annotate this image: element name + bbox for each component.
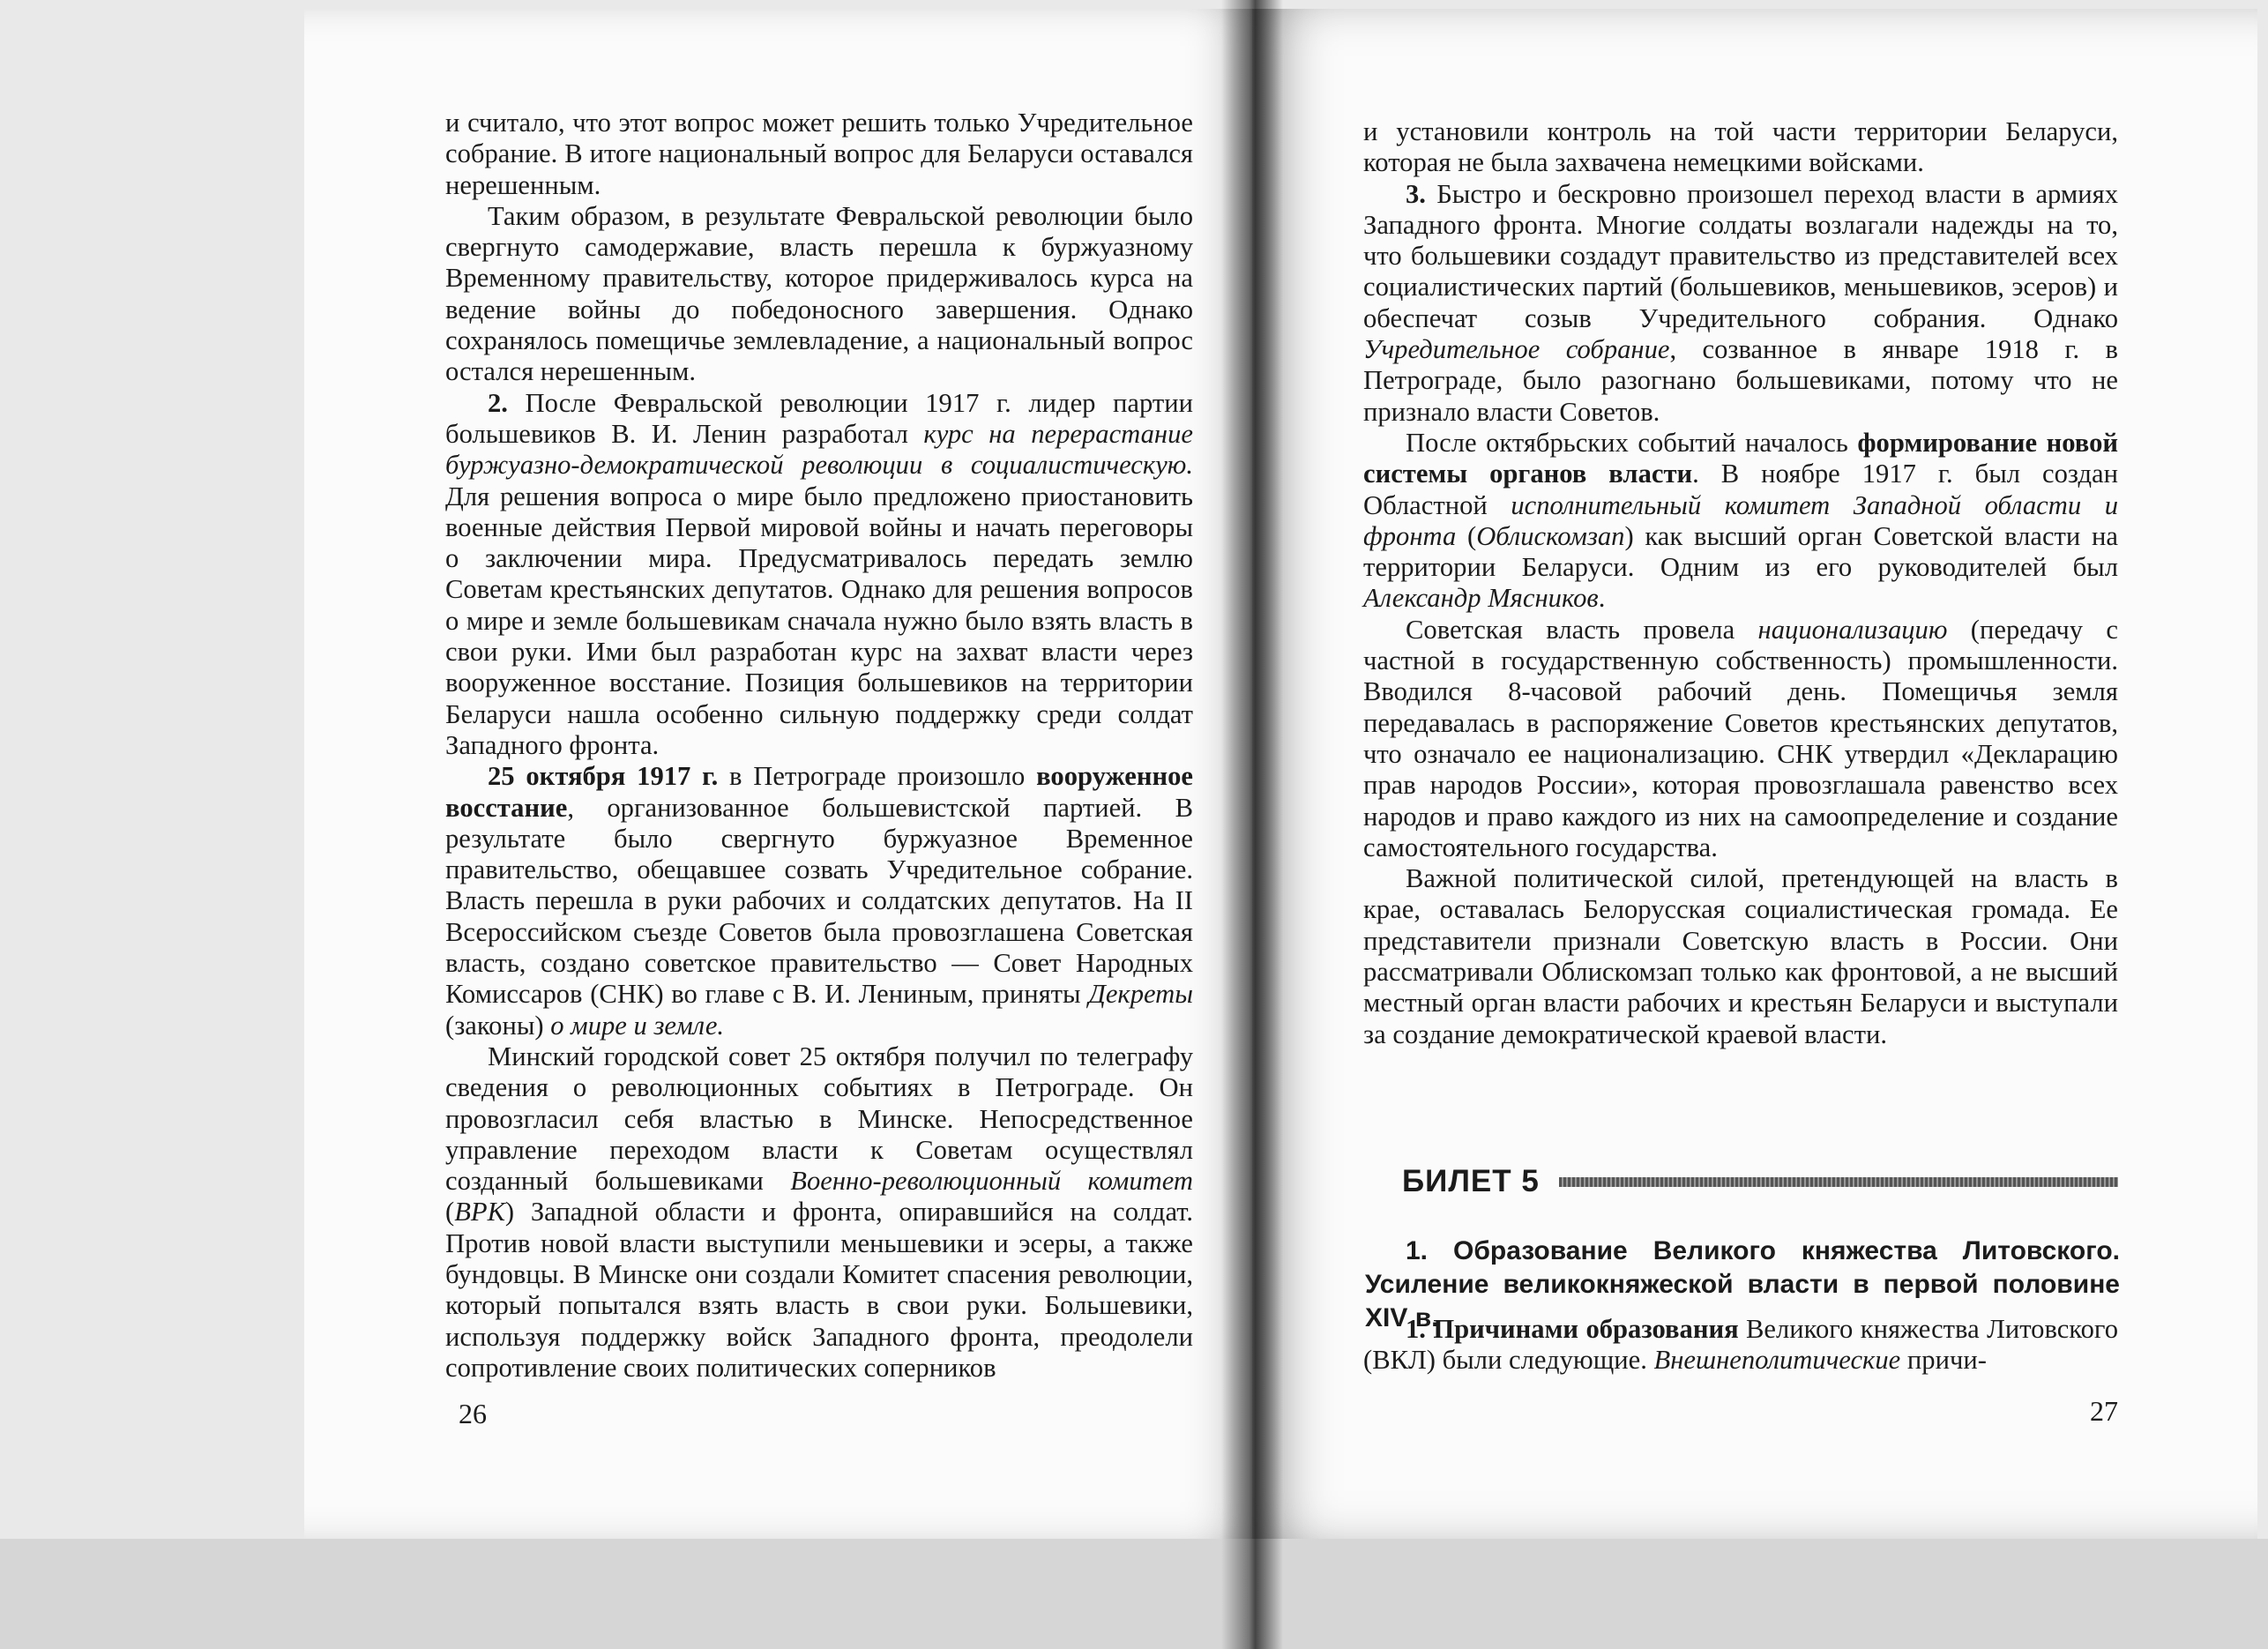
text-run: Для решения вопроса о мире было предложено приостановить военные действия Первой мировой войны и начать переговоры о заключении мира. Предусматривалось передать землю Советам крестьянских депутатов. Однако для решения вопросов о мире и земле большевикам сначала нужно было взять власть в свои руки. Ими был разработан курс на захват власти через вооруженное восстание. Позиция большевиков на территории Беларуси нашла особенно сильную поддержку среди солдат Западного фронта. bbox=[445, 481, 1193, 760]
scanner-background bbox=[0, 1539, 2268, 1649]
book-gutter-shadow bbox=[1221, 0, 1283, 1649]
italic-text: национализацию bbox=[1757, 614, 1948, 645]
left-paragraph bbox=[445, 388, 1193, 762]
right-paragraph bbox=[1363, 615, 2118, 863]
ticket-header bbox=[1402, 1160, 2118, 1204]
italic-text: Декреты bbox=[1088, 979, 1193, 1010]
page-number-right: 27 bbox=[2090, 1395, 2118, 1427]
right-after-paragraph bbox=[1363, 1314, 2118, 1377]
text-run: ) Западной области и фронта, опиравшийся на солдат. Против новой власти выступили меньшевики и эсеры, а также бундовцы. В Минске они создали Комитет спасения революции, который попытался взять власть в свои руки. Большевики, используя поддержку войск Западного фронта, преодолели сопротивление своих политических соперников bbox=[445, 1197, 1193, 1383]
italic-text: Военно-революционный комитет bbox=[790, 1166, 1193, 1197]
text-run: , созванное в январе 1918 г. в Петрограде, было разогнано большевиками, потому что не признало власти Советов. bbox=[1363, 334, 2118, 427]
text-run: Важной политической силой, претендующей на власть в крае, оставалась Белорусская социалистическая громада. Ее представители признали Советскую власть в России. Они рассматривали Облискомзап только как фронтовой, а не высший местный орган власти рабочих и крестьян Беларуси и выступали за создание демократической краевой власти. bbox=[1363, 863, 2118, 1049]
left-paragraph bbox=[445, 761, 1193, 1041]
italic-text: Учредительное собрание bbox=[1363, 334, 1670, 365]
text-run: ( bbox=[1456, 520, 1477, 551]
italic-text: Облискомзап bbox=[1476, 520, 1625, 551]
text-run: После октябрьских событий началось bbox=[1406, 427, 1858, 458]
bold-text: 2. bbox=[488, 387, 508, 418]
italic-text: ВРК bbox=[454, 1197, 505, 1227]
right-paragraph bbox=[1363, 179, 2118, 428]
text-run: Великого княжества Литовского (ВКЛ) были следующие. bbox=[1363, 1314, 2118, 1376]
left-paragraph bbox=[445, 201, 1193, 388]
right-page-text bbox=[1363, 116, 2118, 1050]
text-run: Быстро и бескровно произошел переход власти в армиях Западного фронта. Многие солдаты возлагали надежды на то, что большевики создадут правительство из представителей всех социалистических партий (большевиков, меньшевиков, эсеров) и обеспечат созыв Учредительного собрания. Однако bbox=[1363, 178, 2118, 333]
question-heading: 1. Образование Великого княжества Литовского. Усиление великокняжеской власти в первой половине XIV в. bbox=[1365, 1236, 2120, 1332]
text-run: и считало, что этот вопрос может решить только Учредительное собрание. В итоге национальный вопрос для Беларуси оставался нерешенным. bbox=[445, 108, 1193, 200]
bold-text: 3. bbox=[1406, 178, 1426, 209]
text-run: . В ноябре 1917 г. был создан Областной bbox=[1363, 459, 2118, 520]
italic-text: курс на перерастание буржуазно-демократической революции в социалистическую. bbox=[445, 418, 1193, 481]
text-run: Таким образом, в результате Февральской революции было свергнуто самодержавие, власть перешла к буржуазному Временному правительству, которое придерживалось курса на ведение войны до победоносного завершения. Однако сохранялось помещичье землевладение, а национальный вопрос остался нерешенным. bbox=[445, 200, 1193, 387]
italic-text: Внешнеполитические bbox=[1653, 1345, 1901, 1376]
text-run: После Февральской революции 1917 г. лидер партии большевиков В. И. Ленин разработал bbox=[445, 387, 1193, 449]
right-paragraph bbox=[1363, 863, 2118, 1050]
text-run: причи- bbox=[1900, 1345, 1987, 1376]
text-run: в Петрограде произошло bbox=[718, 761, 1037, 792]
page-number-left: 26 bbox=[459, 1398, 487, 1429]
text-run: ) как высший орган Советской власти на территории Беларуси. Одним из его руководителей был bbox=[1363, 520, 2118, 583]
ticket-title: БИЛЕТ 5 bbox=[1402, 1164, 1540, 1198]
italic-text: исполнительный комитет Западной области и фронта bbox=[1363, 489, 2118, 551]
italic-text: Александр Мясников bbox=[1363, 583, 1599, 614]
left-page-text bbox=[445, 108, 1193, 1384]
text-run: (законы) bbox=[445, 1010, 551, 1041]
bold-text: 1. Причинами образования bbox=[1406, 1314, 1739, 1344]
bold-text: формирование новой системы органов власти bbox=[1363, 427, 2118, 489]
text-run: (передачу с частной в государственную собственность) промышленности. Вводился 8-часовой рабочий день. Помещичья земля передавалась в распоряжение Советов крестьянских депутатов, что означало ее национализацию. СНК утвердил «Декларацию прав народов России», которая провозглашала равенство всех народов и право каждого из них на самоопределение и создание самостоятельного государства. bbox=[1363, 614, 2118, 862]
text-run: и установили контроль на той части территории Беларуси, которая не была захвачена немецкими войсками. bbox=[1363, 116, 2118, 178]
italic-text: о мире и земле. bbox=[550, 1010, 725, 1041]
text-run: , организованное большевистской партией. В результате было свергнуто буржуазное Временное правительство, обещавшее созвать Учредительное собрание. Власть перешла в руки рабочих и солдатских депутатов. На II Всероссийском съезде Советов была провозглашена Советская власть, создано советское правительство — Совет Народных Комиссаров (СНК) во главе с В. И. Лениным, приняты bbox=[445, 792, 1193, 1010]
text-run: Советская власть провела bbox=[1406, 614, 1758, 645]
text-run: Минский городской совет 25 октября получил по телеграфу сведения о революционных событиях в Петрограде. Он провозгласил себя властью в Минске. Непосредственное управление переходом власти к Советам осуществлял созданный большевиками bbox=[445, 1041, 1193, 1197]
right-paragraph bbox=[1363, 428, 2118, 615]
right-page-text-continued bbox=[1363, 1314, 2118, 1377]
left-paragraph bbox=[445, 108, 1193, 201]
text-run: . bbox=[1598, 583, 1606, 614]
bold-text: 25 октября 1917 г. bbox=[488, 761, 719, 792]
ticket-rule-line bbox=[1559, 1177, 2118, 1187]
text-run: ( bbox=[445, 1197, 455, 1227]
left-paragraph bbox=[445, 1041, 1193, 1384]
right-paragraph bbox=[1363, 116, 2118, 179]
bold-text: вооруженное восстание bbox=[445, 761, 1194, 823]
